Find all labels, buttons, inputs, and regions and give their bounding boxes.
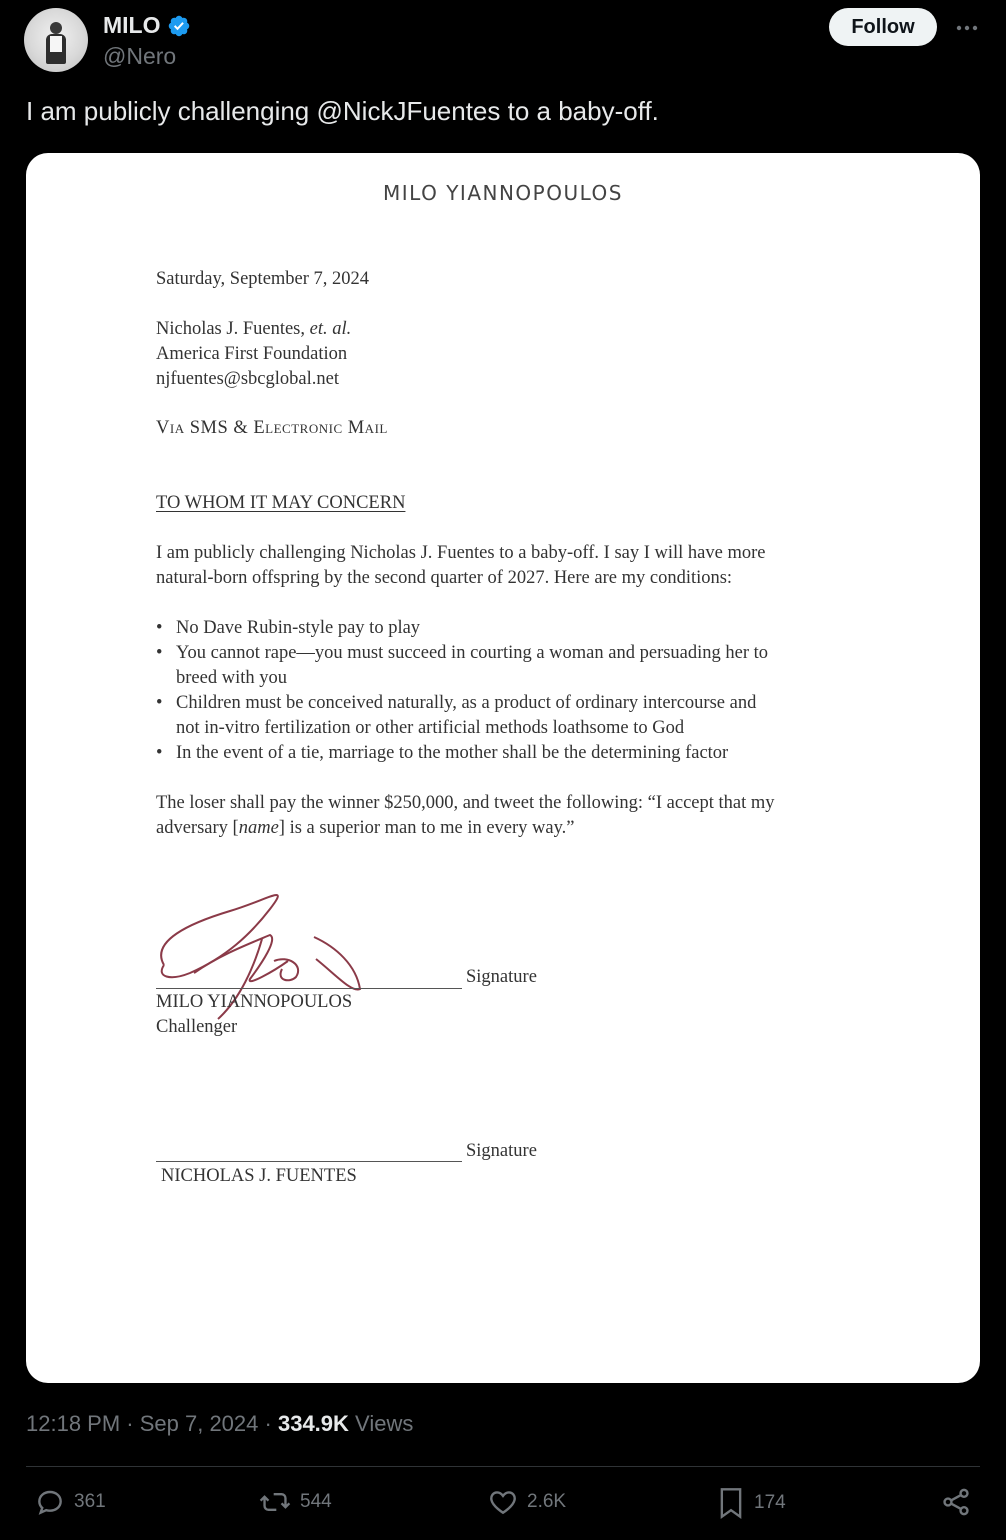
condition-1: No Dave Rubin-style pay to play bbox=[176, 618, 421, 638]
letterhead: MILO YIANNOPOULOS bbox=[383, 181, 623, 205]
challenger-signature-label: Signature bbox=[466, 967, 537, 987]
author-handle[interactable]: @Nero bbox=[103, 43, 177, 69]
bullet-marker: • bbox=[156, 618, 163, 638]
repost-count: 544 bbox=[300, 1491, 332, 1512]
like-count: 2.6K bbox=[527, 1491, 567, 1512]
reply-button[interactable] bbox=[34, 1486, 106, 1518]
bullet-marker: • bbox=[156, 693, 163, 713]
bullet-marker: • bbox=[156, 643, 163, 663]
loser-terms-line-1: The loser shall pay the winner $250,000, and tweet the following: “I accept that my bbox=[156, 793, 775, 813]
challenger-name: MILO YIANNOPOULOS bbox=[156, 992, 353, 1012]
repost-button[interactable] bbox=[258, 1486, 332, 1518]
respondent-signature-line bbox=[156, 1161, 462, 1162]
bookmark-count: 174 bbox=[754, 1492, 786, 1513]
tweet-date[interactable]: Sep 7, 2024 bbox=[139, 1411, 259, 1436]
tweet-meta: 12:18 PM · Sep 7, 2024 · 334.9K Views bbox=[26, 1411, 414, 1436]
loser-terms-line-2-start: adversary [ bbox=[156, 818, 239, 838]
intro-line-2: natural-born offspring by the second quarter of 2027. Here are my conditions: bbox=[156, 568, 733, 588]
like-icon bbox=[487, 1486, 519, 1518]
divider bbox=[26, 1466, 980, 1467]
share-button[interactable] bbox=[940, 1486, 972, 1518]
views-count: 334.9K bbox=[277, 1411, 349, 1436]
recipient-org: America First Foundation bbox=[156, 344, 348, 364]
delivery-method: Via SMS & Electronic Mail bbox=[156, 418, 388, 438]
challenger-title: Challenger bbox=[156, 1017, 238, 1037]
tweet-time[interactable]: 12:18 PM bbox=[26, 1411, 121, 1436]
author-name[interactable]: MILO bbox=[103, 12, 161, 38]
bullet-marker: • bbox=[156, 743, 163, 763]
author-name-row bbox=[103, 12, 191, 39]
bookmark-button[interactable] bbox=[716, 1486, 786, 1520]
tweet-media-image[interactable] bbox=[26, 153, 980, 1383]
bookmark-icon bbox=[716, 1486, 746, 1520]
repost-icon bbox=[258, 1486, 292, 1518]
share-icon bbox=[940, 1486, 972, 1518]
condition-3-line-1: Children must be conceived naturally, as a product of ordinary intercourse and bbox=[176, 693, 757, 713]
letter-date: Saturday, September 7, 2024 bbox=[156, 269, 370, 289]
avatar-figure-shirt bbox=[50, 36, 62, 52]
avatar[interactable] bbox=[24, 8, 88, 72]
recipient-email: njfuentes@sbcglobal.net bbox=[156, 369, 339, 389]
like-button[interactable] bbox=[487, 1486, 566, 1518]
loser-terms-line-2-end: ] is a superior man to me in every way.” bbox=[278, 818, 575, 838]
condition-4: In the event of a tie, marriage to the mother shall be the determining factor bbox=[176, 743, 729, 763]
respondent-signature-label: Signature bbox=[466, 1141, 537, 1161]
intro-line-1: I am publicly challenging Nicholas J. Fuentes to a baby-off. I say I will have more bbox=[156, 543, 766, 563]
condition-2-line-2: breed with you bbox=[176, 668, 287, 688]
follow-button[interactable]: Follow bbox=[829, 8, 937, 46]
condition-3-line-2: not in-vitro fertilization or other artificial methods loathsome to God bbox=[176, 718, 685, 738]
loser-terms-name-placeholder: name bbox=[238, 818, 279, 838]
views-label: Views bbox=[355, 1411, 414, 1436]
verified-badge-icon[interactable] bbox=[167, 14, 191, 38]
challenger-signature-line bbox=[156, 988, 462, 989]
recipient-name: Nicholas J. Fuentes, bbox=[156, 319, 306, 339]
reply-count: 361 bbox=[74, 1491, 106, 1512]
tweet-header bbox=[24, 8, 982, 74]
avatar-figure-head bbox=[50, 22, 62, 34]
salutation: TO WHOM IT MAY CONCERN bbox=[156, 493, 406, 513]
tweet-text: I am publicly challenging @NickJFuentes to a baby-off. bbox=[26, 96, 659, 126]
more-options-icon[interactable] bbox=[952, 14, 982, 42]
loser-terms-line-2 bbox=[156, 818, 575, 839]
letter-document bbox=[26, 153, 980, 1383]
reply-icon bbox=[34, 1486, 66, 1518]
respondent-name: NICHOLAS J. FUENTES bbox=[161, 1166, 357, 1186]
condition-2-line-1: You cannot rape—you must succeed in courting a woman and persuading her to bbox=[176, 643, 769, 663]
recipient-etal: et. al. bbox=[309, 319, 352, 339]
action-bar bbox=[0, 1486, 1006, 1526]
recipient-name-line bbox=[156, 319, 351, 340]
